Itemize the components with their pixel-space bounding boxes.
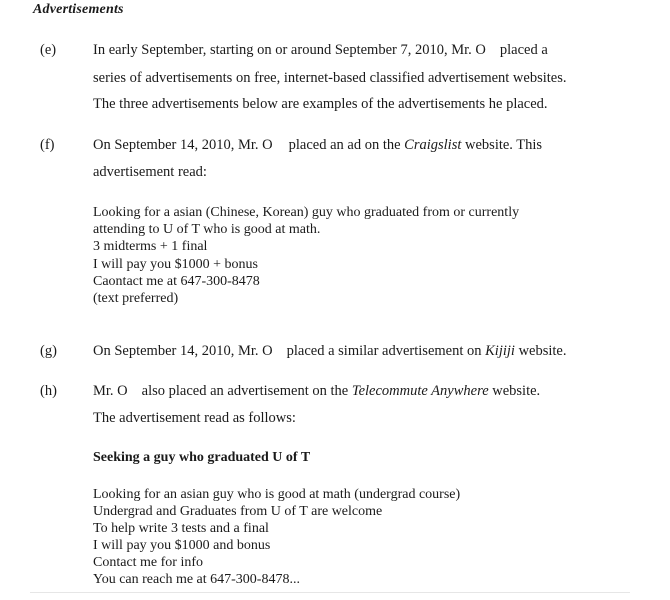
paragraph-text-line: The advertisement read as follows:	[93, 410, 296, 426]
text-fragment: placed a similar advertisement on	[286, 343, 482, 359]
paragraph-label: (e)	[40, 42, 57, 58]
ad-text-line: I will pay you $1000 + bonus	[93, 257, 258, 272]
ad-text-line: I will pay you $1000 and bonus	[93, 538, 271, 553]
ad-text-line: Looking for an asian guy who is good at math (undergrad course)	[93, 487, 461, 502]
paragraph-text-line: series of advertisements on free, internet-based classified advertisement websites.	[93, 70, 567, 86]
page-divider	[30, 592, 630, 593]
text-fragment: Mr. O	[93, 383, 128, 399]
paragraph-text-line	[93, 343, 567, 360]
paragraph-text-line: The three advertisements below are examples of the advertisements he placed.	[93, 96, 548, 112]
paragraph-text-line	[93, 42, 548, 59]
ad-text-line: attending to U of T who is good at math.	[93, 222, 321, 237]
paragraph-text-line	[93, 383, 540, 400]
ad-text-line: Undergrad and Graduates from U of T are welcome	[93, 504, 383, 519]
website-name: Telecommute Anywhere	[351, 383, 489, 399]
ad-text-line: To help write 3 tests and a final	[93, 521, 269, 536]
section-heading: Advertisements	[33, 2, 124, 17]
ad-text-line: Contact me for info	[93, 555, 204, 570]
text-fragment: In early September, starting on or around September 7, 2010, Mr. O	[93, 42, 486, 58]
text-fragment: placed an ad on the	[288, 137, 401, 153]
text-fragment: On September 14, 2010, Mr. O	[93, 137, 273, 153]
text-fragment: website. This	[465, 137, 543, 153]
ad-text-line: (text preferred)	[93, 291, 179, 306]
ad-title: Seeking a guy who graduated U of T	[93, 450, 311, 465]
ad-text-line: You can reach me at 647-300-8478...	[93, 572, 300, 587]
website-name: Craigslist	[404, 137, 462, 153]
paragraph-text-line	[93, 137, 542, 154]
paragraph-label: (f)	[40, 137, 55, 153]
text-fragment: placed a	[499, 42, 548, 58]
text-fragment: website.	[492, 383, 541, 399]
website-name: Kijiji	[485, 343, 515, 359]
ad-text-line: 3 midterms + 1 final	[93, 239, 208, 254]
ad-text-line: Looking for a asian (Chinese, Korean) guy who graduated from or currently	[93, 205, 520, 220]
text-fragment: website.	[518, 343, 567, 359]
paragraph-label: (g)	[40, 343, 57, 359]
paragraph-text-line: advertisement read:	[93, 164, 207, 180]
text-fragment: also placed an advertisement on the	[141, 383, 349, 399]
paragraph-label: (h)	[40, 383, 57, 399]
text-fragment: On September 14, 2010, Mr. O	[93, 343, 273, 359]
ad-text-line: Caontact me at 647-300-8478	[93, 274, 260, 289]
